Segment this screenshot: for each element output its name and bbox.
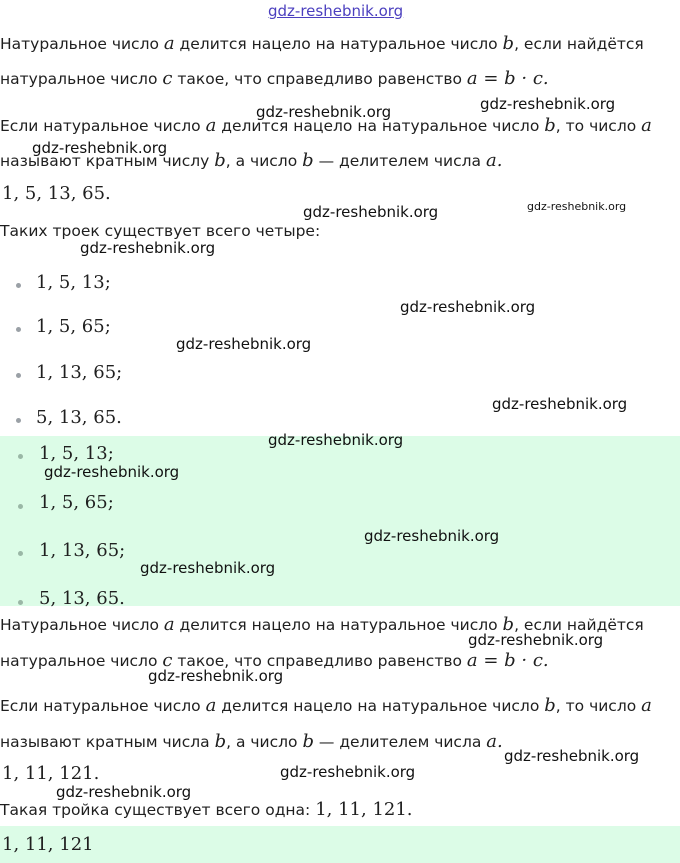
watermark: gdz-reshebnik.org <box>280 763 416 781</box>
answer-item: 1, 13, 65; <box>39 540 126 561</box>
watermark: gdz-reshebnik.org <box>176 335 312 353</box>
list-item: 1, 5, 65; <box>36 316 111 337</box>
list-item: 1, 5, 13; <box>36 272 111 293</box>
task1-triples-intro: Таких троек существует всего четыре: <box>0 222 321 240</box>
answer-item: 1, 5, 13; <box>39 443 114 464</box>
list-item: 1, 13, 65; <box>36 362 123 383</box>
task2-def2-line2: называют кратным числа b, а число b — делителем числа a. <box>0 731 503 752</box>
watermark: gdz-reshebnik.org <box>504 747 640 765</box>
task2-single-intro: Такая тройка существует всего одна: 1, 11, 121. <box>0 799 413 820</box>
task1-def2-line1: Если натуральное число a делится нацело на натуральное число b, то число a <box>0 115 652 136</box>
answer-bullet <box>18 454 23 459</box>
watermark: gdz-reshebnik.org <box>400 298 536 316</box>
task2-answer: 1, 11, 121 <box>2 834 94 855</box>
watermark: gdz-reshebnik.org <box>492 395 628 413</box>
task2-divisors: 1, 11, 121. <box>2 763 100 784</box>
answer-bullet <box>18 551 23 556</box>
answer-highlight-2 <box>0 826 680 863</box>
watermark: gdz-reshebnik.org <box>80 239 216 257</box>
watermark: gdz-reshebnik.org <box>56 783 192 801</box>
answer-item: 1, 5, 65; <box>39 492 114 513</box>
list-bullet <box>16 283 21 288</box>
list-bullet <box>16 327 21 332</box>
task2-def2-line1: Если натуральное число a делится нацело на натуральное число b, то число a <box>0 695 652 716</box>
answer-bullet <box>18 504 23 509</box>
task1-def2-line2: называют кратным числу b, а число b — делителем числа a. <box>0 150 503 171</box>
site-link[interactable]: gdz-reshebnik.org <box>268 2 404 20</box>
list-item: 5, 13, 65. <box>36 407 122 428</box>
watermark: gdz-reshebnik.org <box>527 200 627 213</box>
watermark: gdz-reshebnik.org <box>148 667 284 685</box>
task1-def1-line1: Натуральное число a делится нацело на натуральное число b, если найдётся <box>0 33 644 54</box>
watermark: gdz-reshebnik.org <box>256 103 392 121</box>
answer-bullet <box>18 600 23 605</box>
watermark: gdz-reshebnik.org <box>140 559 276 577</box>
answer-item: 5, 13, 65. <box>39 588 125 609</box>
watermark: gdz-reshebnik.org <box>44 463 180 481</box>
watermark: gdz-reshebnik.org <box>468 631 604 649</box>
watermark: gdz-reshebnik.org <box>32 139 168 157</box>
list-bullet <box>16 418 21 423</box>
watermark: gdz-reshebnik.org <box>303 203 439 221</box>
watermark: gdz-reshebnik.org <box>364 527 500 545</box>
watermark: gdz-reshebnik.org <box>268 431 404 449</box>
task2-def1-line2: натуральное число c такое, что справедливо равенство a = b · c. <box>0 650 549 671</box>
list-bullet <box>16 373 21 378</box>
task2-def1-line1: Натуральное число a делится нацело на натуральное число b, если найдётся <box>0 614 644 635</box>
task1-divisors: 1, 5, 13, 65. <box>2 183 111 204</box>
watermark: gdz-reshebnik.org <box>480 95 616 113</box>
task1-def1-line2: натуральное число c такое, что справедливо равенство a = b · c. <box>0 68 549 89</box>
